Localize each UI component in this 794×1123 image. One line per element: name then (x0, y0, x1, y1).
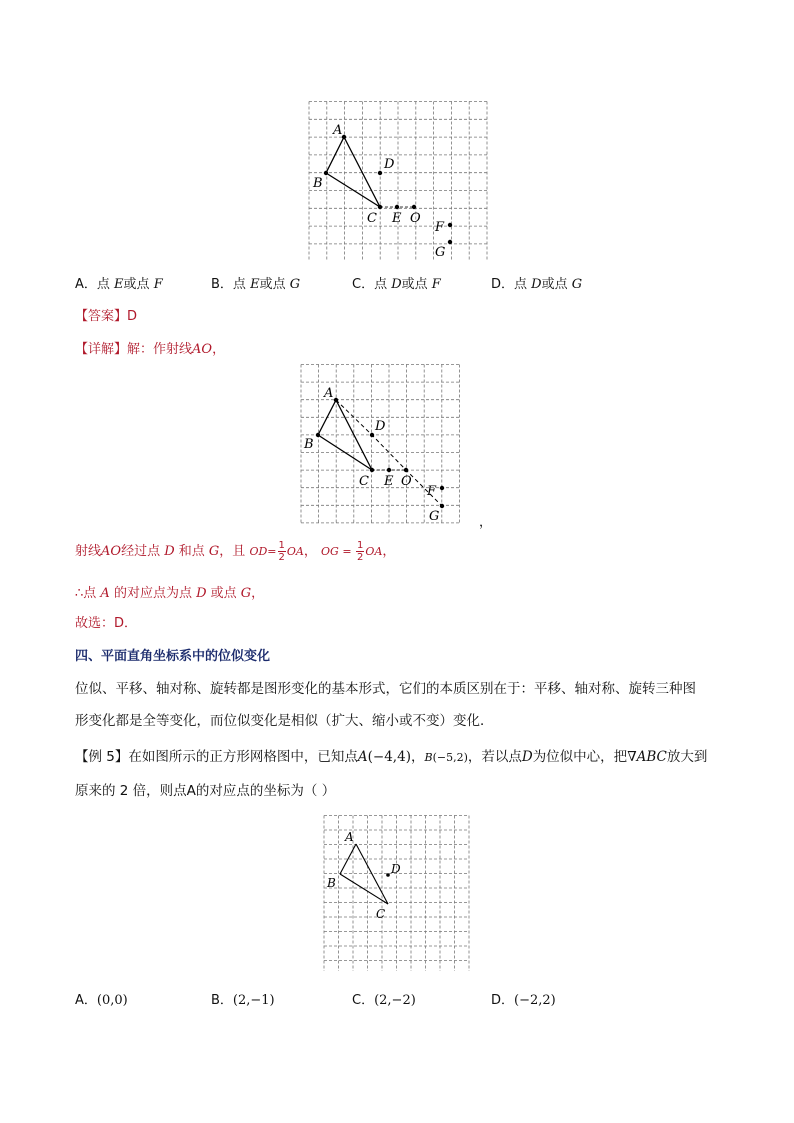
example-5-line-1: 【例 5】在如图所示的正方形网格图中，已知点A(−4,4)，B(−5,2)，若以点D为位似中心，把∇ABC放大到 (75, 749, 708, 765)
paragraph-line-2: 形变化都是全等变化，而位似变化是相似（扩大、缩小或不变）变化． (75, 713, 494, 729)
eq1-rhs: OA (286, 545, 304, 558)
answer-tag: 【答案】 (75, 309, 128, 324)
ray-t4: ，且 (219, 544, 246, 559)
fig1-label-a: A (333, 123, 343, 138)
ray-name: AO (101, 544, 122, 559)
paragraph-line-1: 位似、平移、轴对称、旋转都是图形变化的基本形式，它们的本质区别在于：平移、轴对称、旋转三种图 (75, 681, 696, 697)
fig1-label-c: C (367, 211, 377, 226)
figure-1-grid (308, 101, 488, 261)
fig1-label-d: D (384, 157, 395, 172)
fig3-label-d: D (391, 862, 401, 876)
fig2-label-a: A (324, 386, 334, 401)
eq-sep: ， (303, 544, 317, 559)
eq1-lhs: OD (249, 545, 268, 558)
answer-line (75, 305, 137, 324)
fig1-label-o: O (410, 211, 421, 226)
q4-choice-a: A．点 E或点 F (75, 277, 163, 292)
ex5-choice-d: D．(−2,2) (491, 993, 556, 1008)
figure-2-comma: ， (479, 515, 493, 530)
detail-ray: AO (192, 342, 213, 357)
example-tag: 【例 5】 (75, 749, 129, 765)
eq1-fraction: $\frac{1}{2}$ (278, 540, 285, 563)
q4-choice-c: C．点 D或点 F (352, 277, 441, 292)
ray-t1: 射线 (75, 544, 102, 559)
ray-d: D (164, 544, 175, 559)
ray-t3: 和点 (174, 544, 209, 559)
ex5-choice-c: C．(2,−2) (352, 993, 416, 1008)
fig2-label-e: E (384, 474, 394, 489)
eq2-fraction: $\frac{1}{2}$ (357, 540, 364, 563)
fig1-label-b: B (313, 176, 323, 191)
example-5-line-2: 原来的 2 倍，则点A的对应点的坐标为（ ） (75, 783, 336, 799)
fig1-label-f: F (435, 220, 445, 235)
fig3-label-b: B (327, 876, 336, 890)
fig2-label-g: G (429, 509, 440, 524)
therefore-line: ∴点 A 的对应点为点 D 或点 G， (75, 586, 265, 601)
figure-2-grid (300, 364, 460, 524)
eq2-rhs: OA (365, 545, 383, 558)
ex5-choice-a: A．(0,0) (75, 993, 128, 1008)
fig1-label-e: E (392, 211, 402, 226)
detail-tag: 【详解】 (75, 342, 128, 357)
ray-t2: 经过点 (121, 544, 165, 559)
answer-value: D (127, 309, 138, 324)
detail-comma: ， (212, 342, 226, 357)
fig2-label-f: F (427, 484, 437, 499)
choose-line: 故选：D． (75, 616, 138, 631)
q4-choice-b: B．点 E或点 G (211, 277, 301, 292)
fig3-label-c: C (376, 907, 386, 921)
detail-line (75, 338, 225, 357)
figure-3-grid (323, 815, 471, 971)
ray-g: G (208, 544, 220, 559)
fig1-label-g: G (435, 245, 446, 260)
ray-line: 射线AO经过点 D 和点 G，且 OD= $\frac{1}{2}$ OA， OG = $\frac{1}{2}$ OA， (75, 540, 396, 563)
q4-choice-d: D．点 D或点 G (491, 277, 583, 292)
fig2-label-d: D (375, 419, 386, 434)
eq2-lhs: OG (321, 545, 339, 558)
fig3-label-a: A (345, 830, 354, 844)
ex5-choice-b: B．(2,−1) (211, 993, 275, 1008)
fig2-label-c: C (359, 474, 369, 489)
section-title: 四、平面直角坐标系中的位似变化 (75, 649, 271, 664)
fig2-label-o: O (401, 474, 412, 489)
fig2-label-b: B (304, 437, 314, 452)
detail-text: 解：作射线 (127, 342, 193, 357)
eq-end: ， (382, 544, 396, 559)
